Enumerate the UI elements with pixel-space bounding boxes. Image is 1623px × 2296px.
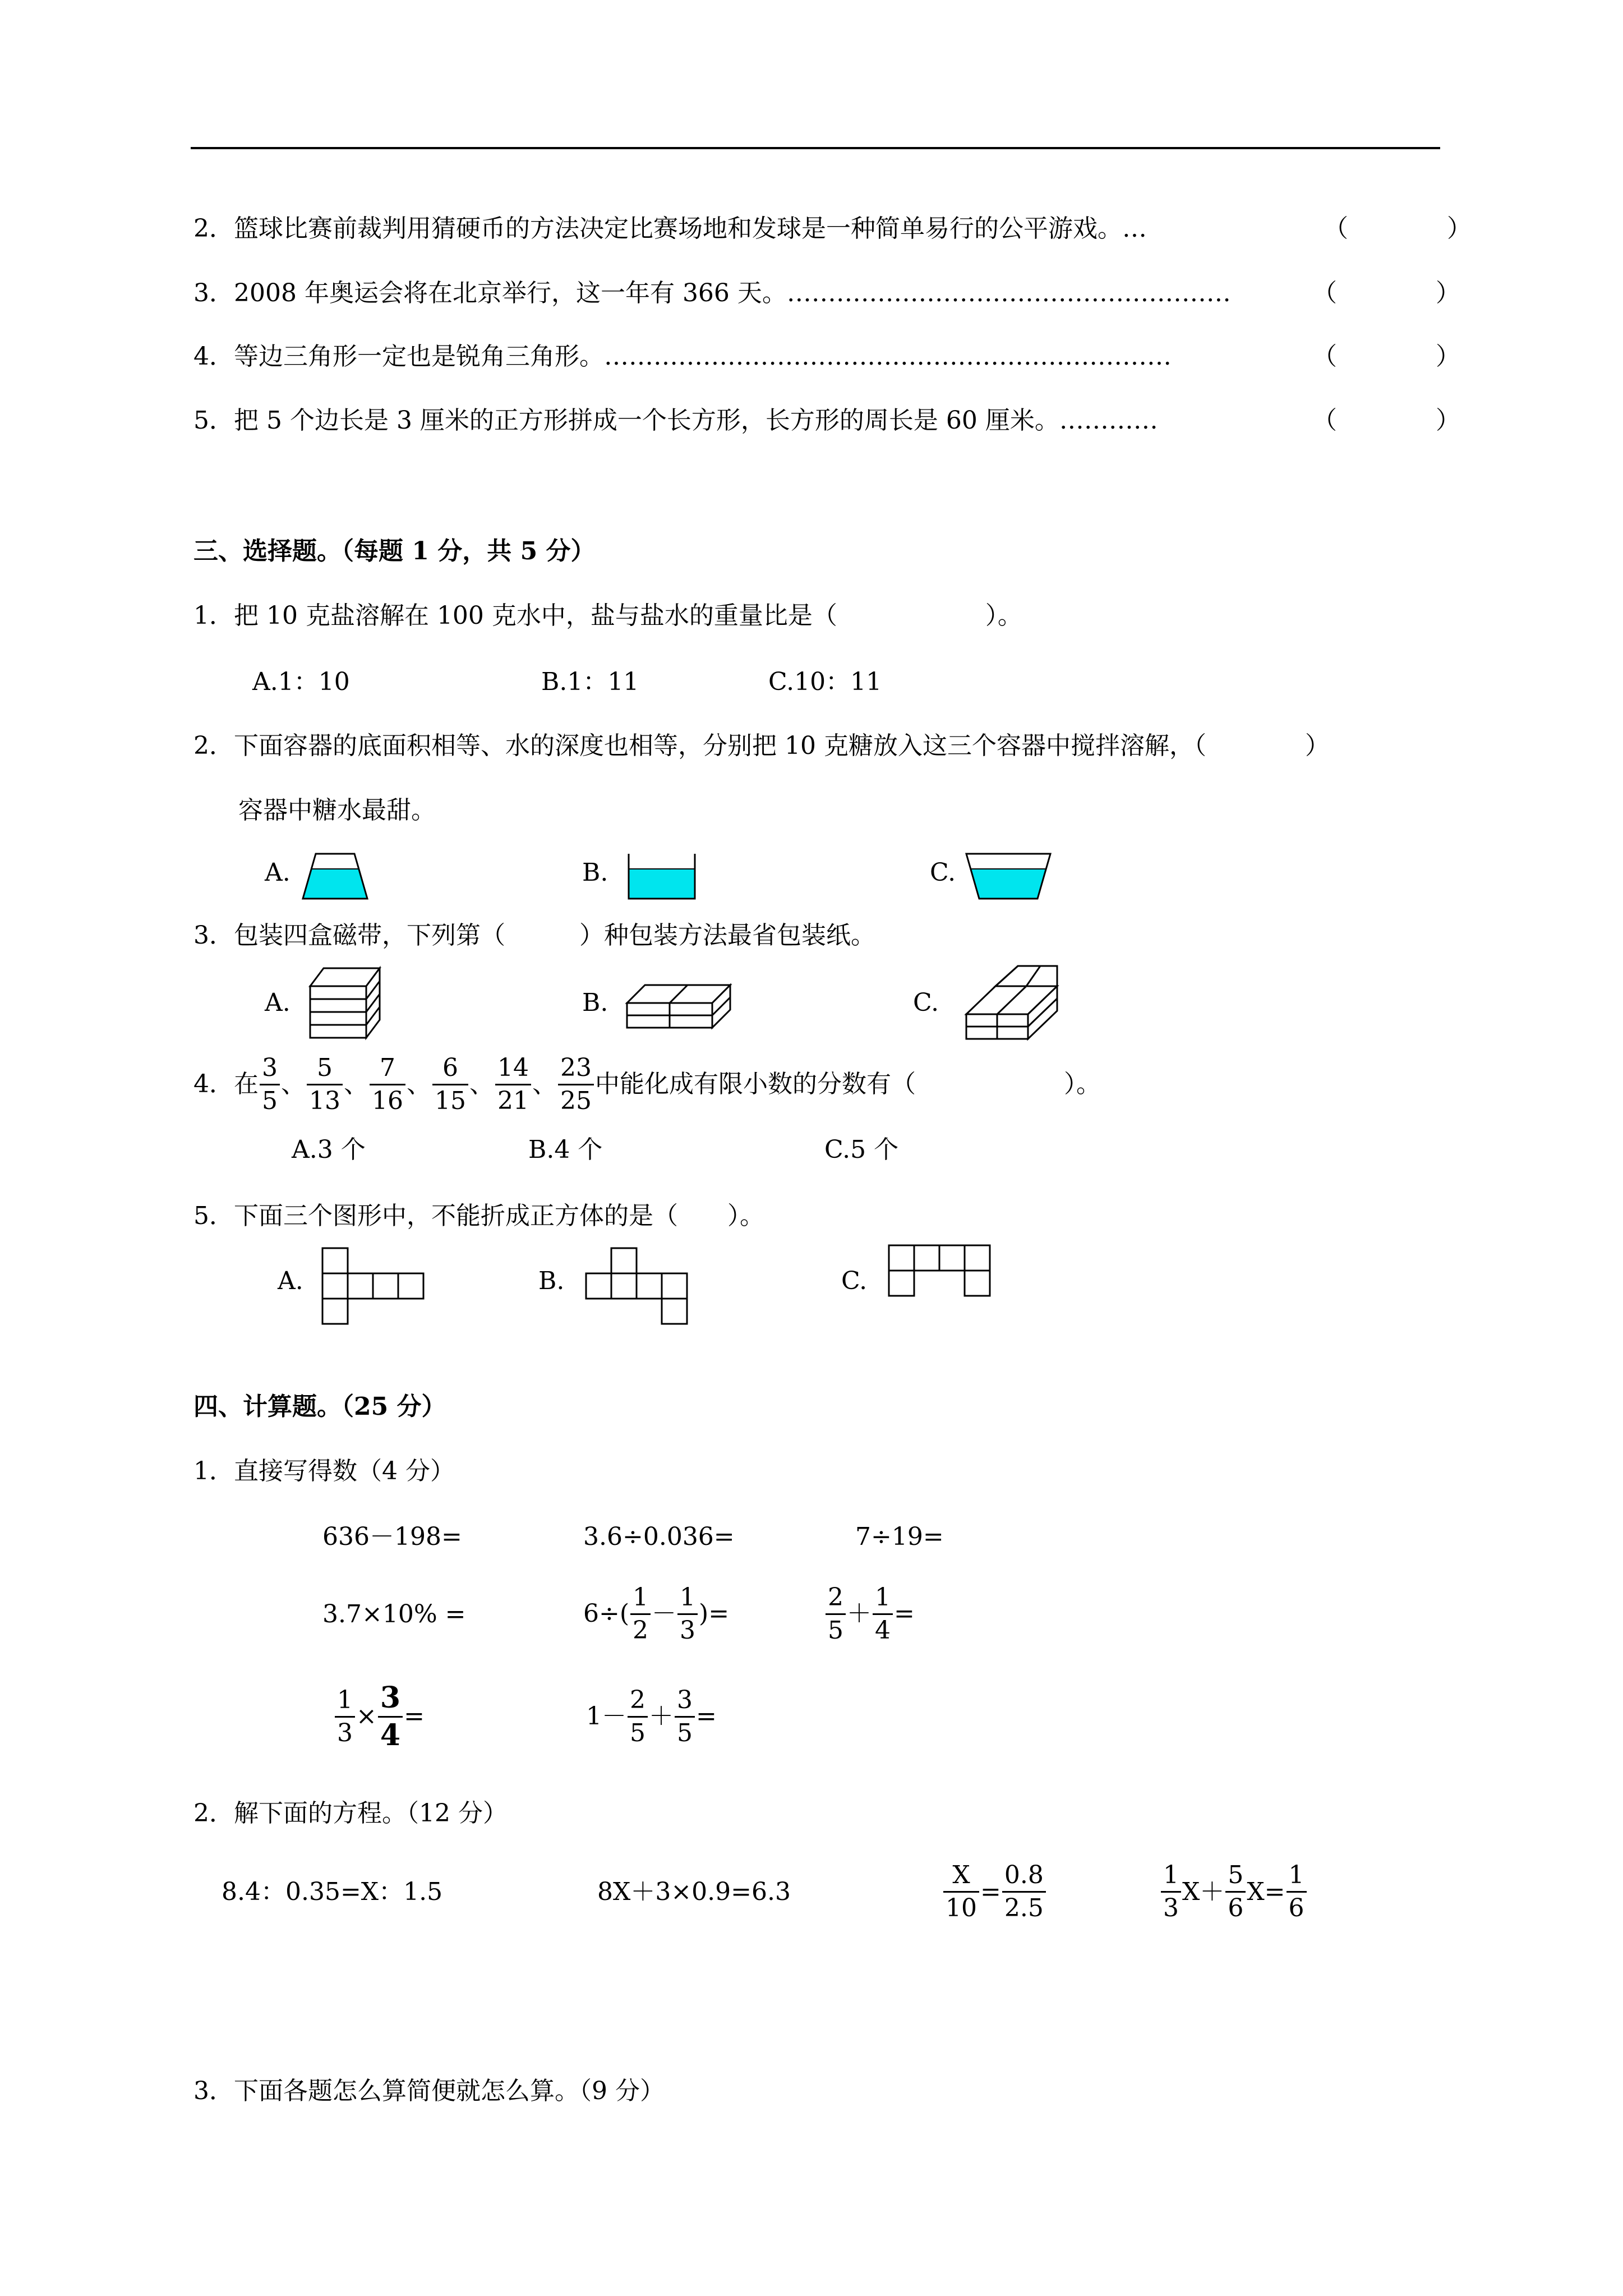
package-c-figure bbox=[962, 964, 1063, 1042]
net-b-figure bbox=[583, 1245, 695, 1327]
container-b-figure bbox=[625, 850, 698, 900]
q3-4-option-c[interactable]: C.5 个 bbox=[824, 1135, 899, 1164]
q3-1-option-c[interactable]: C.10：11 bbox=[768, 668, 882, 696]
container-b-water bbox=[629, 869, 695, 899]
calc-3: 7÷19= bbox=[855, 1522, 944, 1551]
header-rule bbox=[191, 147, 1440, 149]
tf-item-2: 2．篮球比赛前裁判用猜硬币的方法决定比赛场地和发球是一种简单易行的公平游戏。… bbox=[193, 214, 1147, 243]
q3-4-option-b[interactable]: B.4 个 bbox=[528, 1135, 603, 1164]
q4-fraction-4: $\frac{6}{15}$ bbox=[432, 1056, 468, 1114]
q3-5-text: 5．下面三个图形中，不能折成正方体的是（ ）。 bbox=[193, 1202, 764, 1230]
tf-item-3-answer[interactable]: （ ） bbox=[1312, 279, 1460, 307]
q3-2-line2: 容器中糖水最甜。 bbox=[238, 796, 436, 825]
q4-1-title: 1．直接写得数（4 分） bbox=[193, 1457, 455, 1485]
q3-2-line1: 2．下面容器的底面积相等、水的深度也相等，分别把 10 克糖放入这三个容器中搅拌溶解，（ ） bbox=[193, 731, 1330, 760]
q3-3-option-c[interactable]: C. bbox=[913, 988, 939, 1017]
q3-2-option-b[interactable]: B. bbox=[582, 858, 608, 887]
net-a-figure bbox=[320, 1245, 432, 1327]
q4-fraction-3: $\frac{7}{16}$ bbox=[370, 1056, 405, 1114]
container-a-water bbox=[303, 869, 367, 899]
q4-fraction-5: $\frac{14}{21}$ bbox=[495, 1056, 531, 1114]
q3-3-text: 3．包装四盒磁带，下列第（ ）种包装方法最省包装纸。 bbox=[193, 921, 875, 950]
q4-fraction-2: $\frac{5}{13}$ bbox=[307, 1056, 343, 1114]
container-a-figure bbox=[297, 850, 373, 900]
calc-4: 3.7×10% = bbox=[322, 1600, 466, 1628]
q4-fraction-1: $\frac{3}{5}$ bbox=[260, 1056, 280, 1114]
equation-1: 8.4：0.35=X：1.5 bbox=[222, 1878, 443, 1906]
q3-2-option-c[interactable]: C. bbox=[930, 858, 956, 887]
q4-2-title: 2．解下面的方程。（12 分） bbox=[193, 1799, 508, 1828]
section-3-title: 三、选择题。（每题 1 分，共 5 分） bbox=[193, 537, 596, 565]
calc-2: 3.6÷0.036= bbox=[583, 1522, 735, 1551]
q3-3-option-b[interactable]: B. bbox=[582, 988, 608, 1017]
package-b-figure bbox=[623, 981, 735, 1031]
tf-item-4: 4．等边三角形一定也是锐角三角形。…………………………………………………………… bbox=[193, 342, 1172, 371]
equation-3: $\frac{X}{10}$ = $\frac{0.8}{2.5}$ bbox=[942, 1854, 1047, 1930]
container-c-water bbox=[971, 869, 1045, 899]
q3-4-option-a[interactable]: A.3 个 bbox=[292, 1135, 366, 1164]
section-4-title: 四、计算题。（25 分） bbox=[193, 1392, 446, 1421]
tf-item-5: 5．把 5 个边长是 3 厘米的正方形拼成一个长方形，长方形的周长是 60 厘米。………… bbox=[193, 406, 1158, 435]
package-a-figure bbox=[306, 964, 384, 1042]
calc-7: $\frac{1}{3}$ × $\frac{3}{4}$ = bbox=[334, 1677, 425, 1756]
q3-1-option-b[interactable]: B.1：11 bbox=[541, 668, 639, 696]
calc-1: 636－198= bbox=[322, 1522, 462, 1551]
net-c-figure bbox=[886, 1243, 998, 1299]
q4-3-title: 3．下面各题怎么算简便就怎么算。（9 分） bbox=[193, 2077, 665, 2105]
q3-2-option-a[interactable]: A. bbox=[265, 858, 291, 887]
q3-5-option-c[interactable]: C. bbox=[841, 1267, 868, 1295]
q3-4-text: 4．在 $\frac{3}{5}$ 、 $\frac{5}{13}$ 、 $\frac{7}{16}$ 、 $\frac{6}{15}$ 、 $\frac{14}{21}$ 、 $\frac{23}{25}$ 中能化成有限小数的分数有（ ）。 bbox=[193, 1053, 1101, 1115]
q3-3-option-a[interactable]: A. bbox=[265, 988, 291, 1017]
q3-5-option-b[interactable]: B. bbox=[538, 1267, 565, 1295]
equation-4: $\frac{1}{3}$ X＋ $\frac{5}{6}$ X= $\frac{1}{6}$ bbox=[1160, 1854, 1308, 1930]
q3-1-option-a[interactable]: A.1：10 bbox=[252, 668, 350, 696]
equation-2: 8X＋3×0.9=6.3 bbox=[597, 1878, 791, 1906]
q3-1-text: 1．把 10 克盐溶解在 100 克水中，盐与盐水的重量比是（ ）。 bbox=[193, 601, 1022, 630]
tf-item-3: 3．2008 年奥运会将在北京举行，这一年有 366 天。……………………………………………… bbox=[193, 279, 1231, 307]
calc-5: 6÷( $\frac{1}{2}$ － $\frac{1}{3}$ )= bbox=[583, 1582, 730, 1645]
q4-fraction-6: $\frac{23}{25}$ bbox=[558, 1056, 594, 1114]
calc-8: 1－ $\frac{2}{5}$ ＋ $\frac{3}{5}$ = bbox=[586, 1685, 717, 1747]
tf-item-5-answer[interactable]: （ ） bbox=[1312, 406, 1460, 435]
tf-item-2-answer[interactable]: （ ） bbox=[1324, 214, 1472, 243]
container-c-figure bbox=[963, 850, 1053, 900]
q3-5-option-a[interactable]: A. bbox=[278, 1267, 303, 1295]
tf-item-4-answer[interactable]: （ ） bbox=[1312, 342, 1460, 371]
calc-6: $\frac{2}{5}$ ＋ $\frac{1}{4}$ = bbox=[824, 1577, 915, 1650]
